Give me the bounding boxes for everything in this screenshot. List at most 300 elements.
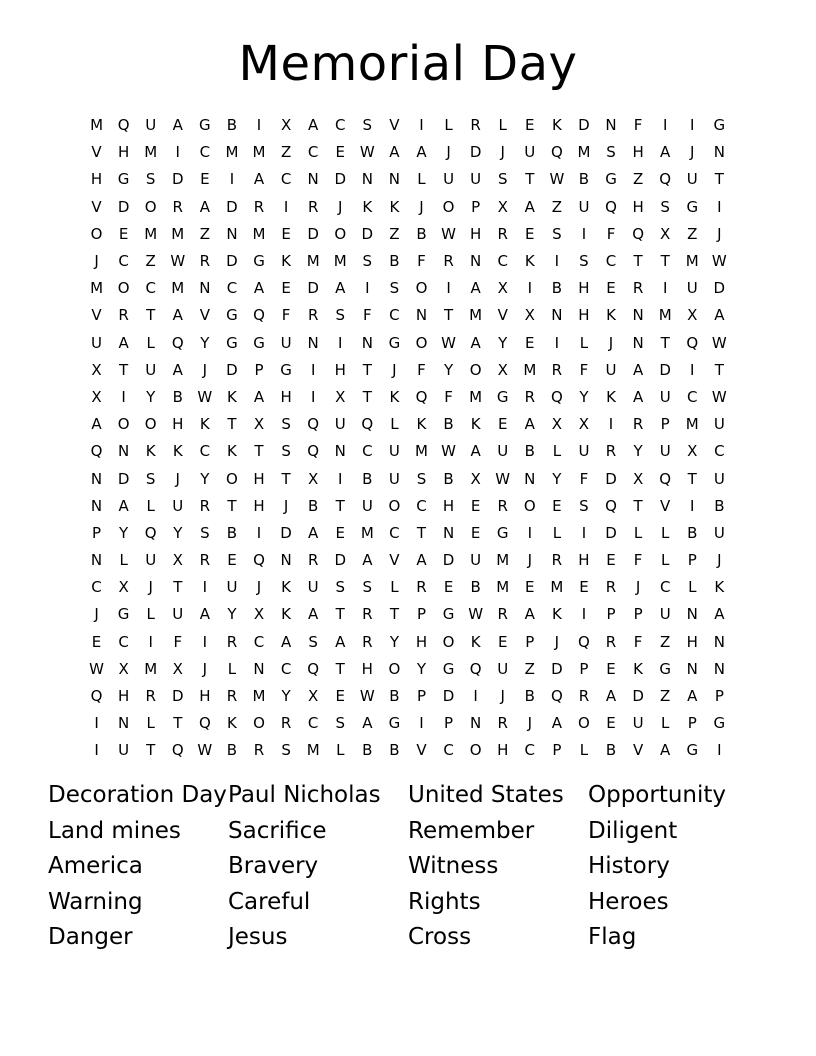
grid-letter: F (606, 224, 616, 243)
grid-letter: E (606, 279, 616, 298)
grid-letter: T (362, 387, 372, 406)
grid-letter: U (307, 578, 319, 597)
grid-letter: K (227, 442, 237, 461)
grid-letter: W (197, 387, 213, 406)
grid-letter: S (660, 197, 670, 216)
grid-letter: R (470, 116, 481, 135)
grid-letter: T (173, 578, 183, 597)
grid-letter: P (687, 714, 697, 733)
grid-letter: K (281, 252, 291, 271)
grid-letter: U (470, 551, 482, 570)
grid-letter: G (226, 333, 238, 352)
grid-letter: A (172, 360, 183, 379)
grid-letter: D (632, 687, 644, 706)
grid-letter: C (416, 496, 427, 515)
grid-letter: L (146, 333, 155, 352)
grid-letter: N (226, 224, 238, 243)
grid-letter: X (660, 224, 671, 243)
grid-letter: X (118, 578, 129, 597)
grid-letter: T (633, 496, 643, 515)
grid-letter: E (335, 523, 345, 542)
grid-letter: I (338, 469, 343, 488)
grid-letter: I (256, 116, 262, 135)
grid-letter: G (388, 333, 401, 352)
grid-letter: U (361, 496, 373, 515)
grid-letter: E (443, 578, 454, 597)
word-list-item: Paul Nicholas (228, 782, 381, 808)
grid-letter: F (417, 360, 426, 379)
grid-row (83, 656, 733, 683)
grid-letter: D (605, 469, 617, 488)
grid-letter: A (632, 360, 644, 379)
grid-letter: O (388, 496, 401, 515)
grid-letter: Q (171, 333, 184, 352)
grid-letter: R (605, 442, 617, 461)
grid-letter: Q (605, 496, 617, 515)
grid-letter: T (416, 523, 427, 542)
grid-letter: L (552, 523, 562, 542)
grid-letter: N (361, 333, 373, 352)
word-list-item: Land mines (48, 817, 181, 844)
grid-letter: O (90, 224, 103, 243)
grid-letter: P (633, 605, 643, 624)
grid-letter: M (144, 659, 158, 678)
grid-letter: O (117, 415, 130, 434)
grid-letter: Y (281, 687, 291, 706)
grid-letter: W (711, 387, 727, 406)
grid-letter: D (442, 687, 455, 706)
grid-letter: R (497, 714, 508, 733)
grid-row (83, 520, 733, 547)
grid-letter: S (606, 143, 616, 162)
grid-letter: T (687, 469, 697, 488)
grid-letter: U (226, 578, 238, 597)
word-list-item: Rights (408, 888, 481, 915)
grid-letter: N (118, 714, 130, 733)
grid-letter: C (91, 578, 102, 597)
grid-letter: S (145, 170, 156, 189)
grid-letter: O (334, 224, 347, 243)
grid-letter: K (416, 415, 427, 434)
grid-letter: K (524, 252, 535, 271)
grid-letter: J (94, 252, 99, 271)
grid-letter: U (118, 741, 130, 760)
grid-letter: T (335, 659, 345, 678)
grid-letter: C (714, 442, 725, 461)
grid-letter: E (281, 224, 291, 243)
grid-letter: W (170, 252, 186, 271)
grid-letter: K (606, 387, 616, 406)
grid-letter: G (253, 333, 265, 352)
grid-letter: S (335, 578, 345, 597)
grid-letter: U (605, 360, 617, 379)
grid-letter: N (307, 333, 319, 352)
grid-letter: V (497, 306, 508, 325)
grid-letter: C (199, 442, 211, 461)
grid-letter: A (335, 632, 346, 651)
grid-letter: M (171, 279, 185, 298)
grid-letter: X (308, 687, 319, 706)
grid-letter: D (605, 523, 617, 542)
grid-letter: A (470, 333, 481, 352)
grid-letter: U (686, 170, 698, 189)
grid-letter: W (197, 741, 213, 760)
grid-letter: L (444, 116, 453, 135)
grid-letter: M (685, 415, 699, 434)
grid-letter: X (551, 415, 562, 434)
grid-letter: R (199, 252, 211, 271)
grid-letter: B (226, 523, 238, 542)
grid-letter: C (118, 632, 129, 651)
grid-letter: M (550, 578, 564, 597)
grid-letter: E (525, 224, 535, 243)
grid-letter: P (687, 551, 697, 570)
grid-letter: E (227, 551, 237, 570)
grid-row (83, 330, 733, 357)
grid-letter: B (470, 578, 481, 597)
grid-letter: I (690, 496, 695, 515)
grid-letter: D (361, 224, 374, 243)
grid-letter: N (307, 170, 319, 189)
grid-letter: I (94, 714, 99, 733)
grid-letter: J (283, 496, 289, 515)
grid-letter: H (469, 224, 482, 243)
grid-letter: W (711, 333, 727, 352)
grid-letter: N (470, 714, 482, 733)
grid-letter: O (523, 496, 536, 515)
grid-letter: L (417, 170, 426, 189)
grid-letter: N (388, 170, 401, 189)
grid-letter: A (687, 687, 698, 706)
grid-letter: C (226, 279, 238, 298)
grid-letter: I (690, 360, 695, 379)
grid-letter: O (253, 714, 265, 733)
grid-letter: I (148, 632, 153, 651)
grid-letter: Y (200, 333, 210, 352)
grid-letter: A (172, 116, 183, 135)
grid-letter: E (470, 496, 481, 515)
grid-letter: K (389, 387, 400, 406)
grid-letter: A (714, 605, 725, 624)
grid-letter: A (660, 143, 671, 162)
grid-letter: O (226, 469, 238, 488)
grid-letter: D (117, 469, 130, 488)
grid-letter: Q (253, 306, 265, 325)
grid-letter: R (605, 578, 617, 597)
word-column (228, 778, 408, 956)
grid-letter: I (662, 279, 668, 298)
grid-letter: Q (253, 551, 265, 570)
grid-letter: D (307, 279, 319, 298)
word-list-item: Sacrifice (228, 817, 327, 844)
grid-letter: M (415, 442, 428, 461)
grid-letter: M (306, 741, 320, 760)
grid-letter: H (361, 659, 373, 678)
grid-letter: T (119, 360, 129, 379)
grid-letter: D (551, 659, 563, 678)
grid-letter: G (442, 659, 455, 678)
grid-letter: Q (632, 224, 644, 243)
grid-letter: N (686, 659, 698, 678)
grid-letter: O (415, 333, 428, 352)
grid-letter: M (90, 116, 104, 135)
grid-letter: S (579, 252, 589, 271)
grid-letter: E (525, 333, 535, 352)
grid-letter: X (497, 360, 508, 379)
grid-letter: I (229, 170, 235, 189)
grid-letter: I (446, 279, 451, 298)
grid-letter: M (144, 143, 158, 162)
grid-letter: M (496, 578, 510, 597)
grid-letter: Q (307, 659, 320, 678)
grid-letter: M (360, 523, 374, 542)
grid-letter: I (717, 741, 722, 760)
grid-row (83, 221, 733, 248)
grid-letter: N (713, 632, 725, 651)
grid-letter: B (551, 279, 563, 298)
grid-letter: X (118, 659, 129, 678)
grid-letter: U (443, 170, 455, 189)
grid-letter: N (280, 551, 292, 570)
grid-letter: J (717, 551, 722, 570)
grid-letter: I (581, 224, 587, 243)
grid-letter: Y (146, 387, 156, 406)
grid-letter: Y (200, 469, 210, 488)
grid-letter: I (554, 252, 560, 271)
grid-letter: R (524, 387, 535, 406)
grid-letter: I (283, 197, 289, 216)
grid-letter: I (121, 387, 126, 406)
grid-letter: G (388, 714, 401, 733)
grid-letter: U (713, 469, 725, 488)
grid-letter: X (335, 387, 346, 406)
grid-letter: V (91, 197, 102, 216)
grid-row (83, 112, 733, 139)
grid-letter: E (606, 659, 616, 678)
grid-letter: L (633, 523, 643, 542)
grid-letter: G (659, 659, 671, 678)
grid-letter: M (658, 306, 672, 325)
word-list-item: Careful (228, 888, 311, 915)
grid-letter: U (145, 360, 157, 379)
grid-letter: R (416, 578, 427, 597)
word-list-item: America (48, 853, 143, 880)
grid-letter: G (713, 714, 726, 733)
grid-letter: C (199, 143, 211, 162)
grid-letter: Y (119, 523, 129, 542)
grid-letter: C (389, 306, 400, 325)
grid-letter: I (608, 415, 614, 434)
grid-letter: P (92, 523, 102, 542)
grid-letter: A (470, 279, 481, 298)
grid-letter: F (363, 306, 372, 325)
grid-letter: H (686, 632, 698, 651)
grid-letter: L (146, 714, 155, 733)
grid-letter: Y (498, 333, 508, 352)
grid-letter: Z (389, 224, 400, 243)
grid-letter: H (199, 687, 211, 706)
grid-letter: N (551, 306, 563, 325)
grid-letter: R (226, 687, 238, 706)
grid-letter: W (549, 170, 565, 189)
grid-letter: T (281, 469, 291, 488)
grid-letter: X (172, 551, 183, 570)
grid-letter: W (711, 252, 727, 271)
grid-letter: I (94, 741, 99, 760)
grid-letter: S (389, 279, 400, 298)
grid-letter: D (226, 360, 238, 379)
grid-row (83, 275, 733, 302)
grid-letter: B (443, 469, 454, 488)
grid-letter: H (415, 632, 428, 651)
grid-letter: S (362, 116, 373, 135)
grid-letter: R (307, 306, 319, 325)
grid-row (83, 574, 733, 601)
grid-letter: L (552, 442, 562, 461)
grid-letter: V (416, 741, 427, 760)
grid-letter: A (308, 605, 319, 624)
grid-letter: U (659, 387, 671, 406)
grid-letter: T (660, 252, 670, 271)
grid-letter: G (117, 170, 130, 189)
grid-letter: H (442, 496, 455, 515)
grid-letter: J (554, 632, 560, 651)
grid-letter: U (334, 415, 346, 434)
grid-row (83, 737, 733, 764)
grid-letter: N (118, 442, 130, 461)
grid-letter: A (280, 632, 292, 651)
grid-row (83, 547, 733, 574)
grid-letter: N (90, 469, 103, 488)
grid-letter: J (717, 224, 722, 243)
grid-letter: D (334, 170, 347, 189)
grid-row (83, 601, 733, 628)
grid-letter: Q (550, 143, 563, 162)
grid-letter: B (443, 415, 454, 434)
grid-letter: D (280, 523, 292, 542)
grid-letter: A (199, 197, 210, 216)
grid-letter: T (227, 415, 237, 434)
grid-letter: S (362, 252, 373, 271)
grid-letter: U (713, 415, 725, 434)
grid-letter: J (419, 197, 424, 216)
grid-letter: U (470, 170, 482, 189)
grid-letter: G (280, 360, 292, 379)
grid-letter: D (226, 252, 238, 271)
grid-letter: P (444, 714, 454, 733)
grid-letter: B (308, 496, 319, 515)
grid-letter: M (333, 252, 347, 271)
grid-letter: P (606, 605, 616, 624)
grid-row (83, 438, 733, 465)
grid-letter: B (714, 496, 725, 515)
grid-letter: F (579, 360, 589, 379)
grid-letter: Q (171, 741, 184, 760)
grid-letter: L (579, 741, 589, 760)
grid-letter: L (227, 659, 237, 678)
grid-letter: S (362, 578, 373, 597)
grid-letter: O (117, 279, 130, 298)
grid-letter: P (714, 687, 724, 706)
grid-letter: I (554, 333, 560, 352)
grid-letter: L (661, 714, 670, 733)
grid-letter: E (606, 714, 616, 733)
grid-letter: R (253, 197, 265, 216)
grid-letter: C (605, 252, 617, 271)
grid-letter: A (660, 741, 671, 760)
grid-letter: Q (550, 387, 563, 406)
grid-letter: A (389, 143, 400, 162)
grid-letter: A (172, 306, 183, 325)
grid-letter: Q (469, 659, 482, 678)
grid-letter: S (552, 224, 562, 243)
grid-letter: T (714, 170, 724, 189)
grid-letter: M (252, 143, 266, 162)
grid-row (83, 194, 733, 221)
grid-letter: I (338, 333, 343, 352)
grid-letter: E (525, 116, 535, 135)
grid-letter: T (146, 306, 156, 325)
grid-letter: V (91, 143, 102, 162)
grid-letter: B (389, 741, 400, 760)
grid-letter: H (334, 360, 346, 379)
grid-letter: R (632, 415, 644, 434)
grid-letter: R (226, 632, 238, 651)
grid-letter: C (307, 143, 319, 162)
grid-letter: U (172, 496, 184, 515)
grid-letter: W (495, 469, 511, 488)
grid-letter: I (690, 116, 695, 135)
grid-letter: B (605, 741, 617, 760)
grid-letter: K (633, 659, 644, 678)
grid-letter: W (441, 442, 456, 461)
grid-letter: V (199, 306, 210, 325)
grid-letter: U (91, 333, 103, 352)
grid-letter: A (524, 197, 535, 216)
grid-letter: Y (633, 442, 643, 461)
grid-letter: C (659, 578, 671, 597)
grid-letter: Q (90, 442, 103, 461)
grid-letter: X (470, 469, 481, 488)
grid-letter: G (226, 306, 238, 325)
grid-letter: I (256, 523, 262, 542)
grid-letter: H (280, 387, 292, 406)
grid-letter: T (443, 306, 454, 325)
grid-letter: N (361, 170, 373, 189)
grid-letter: K (227, 714, 237, 733)
grid-letter: M (496, 551, 510, 570)
grid-letter: D (307, 224, 319, 243)
grid-letter: D (334, 551, 347, 570)
grid-letter: Z (660, 687, 671, 706)
grid-letter: I (527, 523, 532, 542)
grid-letter: M (469, 306, 483, 325)
grid-letter: Q (198, 714, 211, 733)
grid-letter: S (579, 496, 589, 515)
word-list (48, 778, 768, 956)
grid-letter: A (199, 605, 210, 624)
grid-letter: R (307, 551, 319, 570)
grid-letter: U (659, 442, 671, 461)
grid-row (83, 384, 733, 411)
grid-letter: Q (659, 170, 672, 189)
grid-letter: Q (550, 687, 563, 706)
grid-letter: B (172, 387, 183, 406)
grid-letter: U (497, 442, 509, 461)
grid-letter: E (281, 279, 291, 298)
grid-letter: B (362, 741, 373, 760)
grid-letter: X (524, 306, 535, 325)
